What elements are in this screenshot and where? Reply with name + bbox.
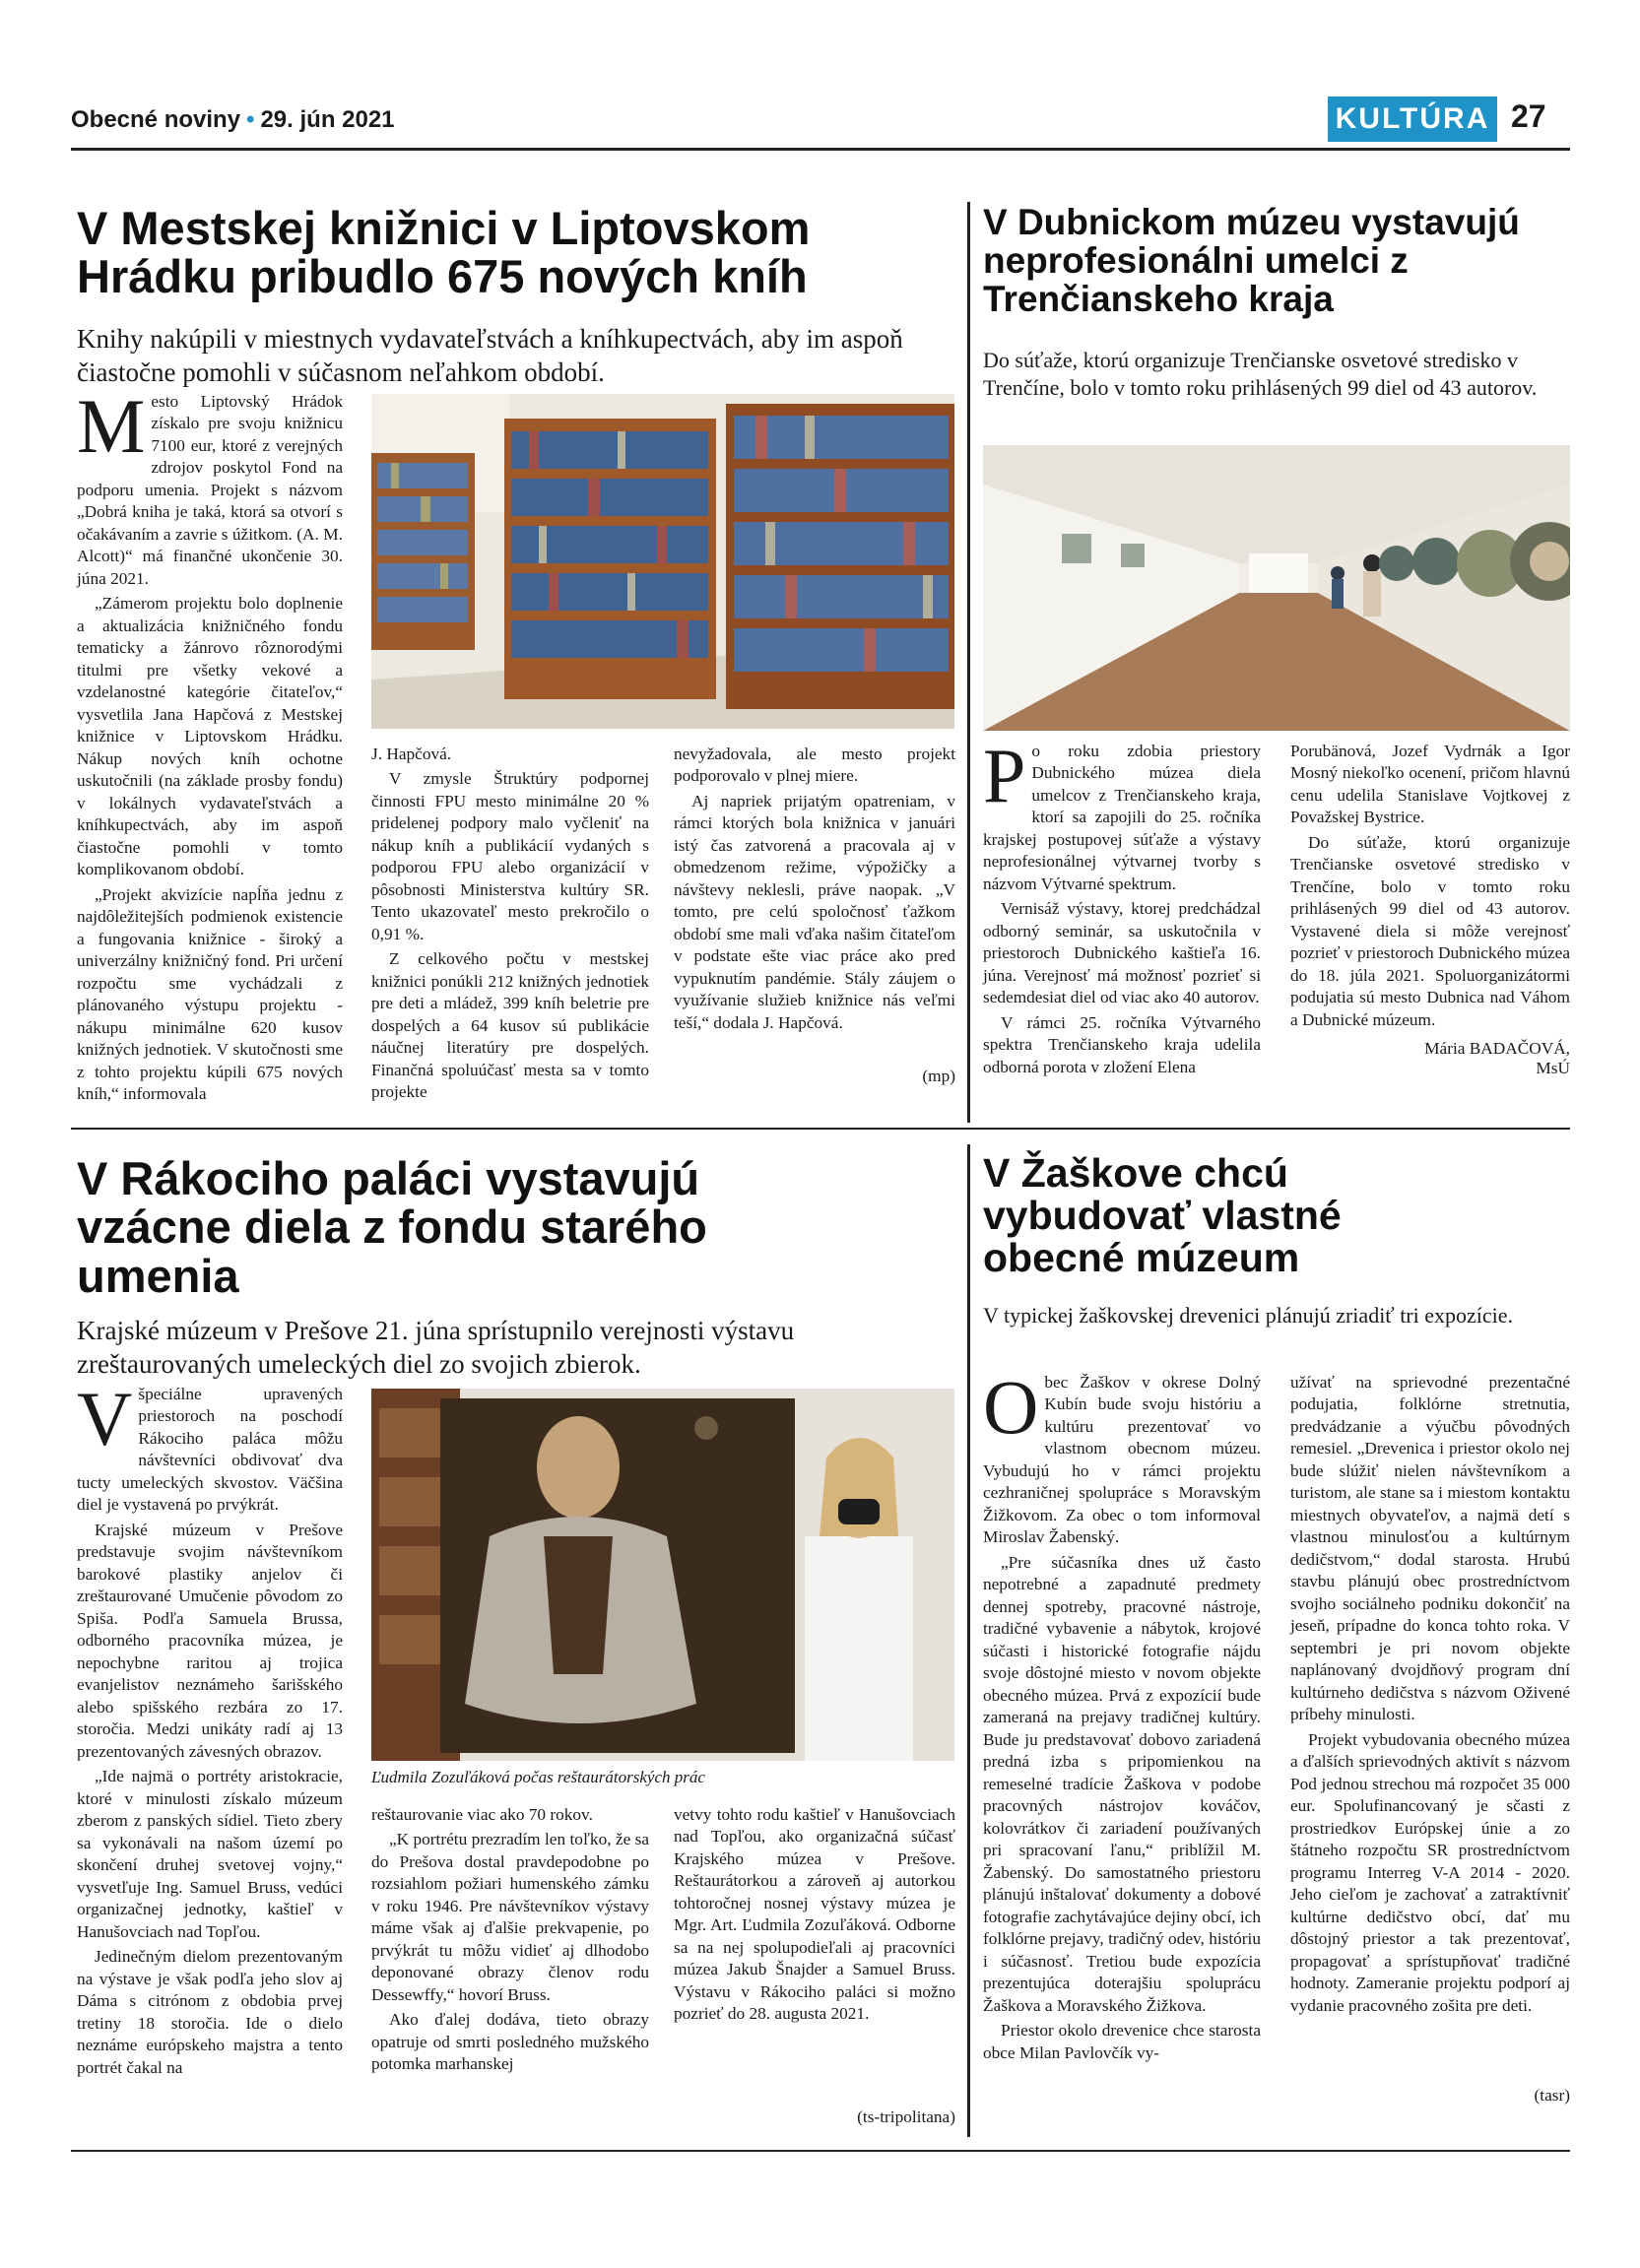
article1-col1 [77, 383, 343, 1108]
paragraph: reštaurovanie viac ako 70 rokov. [371, 1805, 593, 1824]
bottom-rule [71, 2150, 1570, 2152]
paragraph: nevyžadovala, ale mesto projekt podporovalo v plnej miere. [674, 745, 955, 786]
author-name: Mária BADAČOVÁ, [1424, 1039, 1570, 1058]
header-rule [71, 148, 1570, 151]
article3-lead: Krajské múzeum v Prešove 21. júna sprístupnilo verejnosti výstavu zreštaurovaných umeleckých diel zo svojich zbierok. [77, 1316, 795, 1379]
article1-lead: Knihy nakúpili v miestnych vydavateľstvách a kníhkupectvách, aby im aspoň čiastočne pomohli v súčasnom neľahkom období. [77, 324, 903, 387]
column-divider-top [967, 202, 970, 1123]
drop-cap: M [77, 383, 146, 469]
paragraph: „Pre súčasníka dnes už často nepotrebné a zapadnuté predmety dennej spotreby, pracovné nástroje, tradičné vybavenie a nábytok, krojové súčasti i historické fotografie nájdu svoje dôstojné miesto v novom objekte obecného múzea. Prvá z expozícií bude zameraná na prejavy tradičnej kultúry. Bude ju predstavovať dobovo zariadená predná izba s pripomienkou na remeselné tradície Žaškova v podobe pracovných nástrojov kováčov, kolovrátkov či zariadení používaných pri spracovaní ľanu,“ priblížil M. Žabenský. Do samostatného priestoru plánujú inštalovať dokumenty a dobové fotografie zachytávajúce dejiny obcí, ich folklórne prejavy, tradičný odev, históriu i súčasnosť. Tretiou bude expozícia prezentujúca doterajšiu spoluprácu Žaškova a Moravského Žižkova. [983, 1552, 1261, 2015]
article3-col3 [674, 1804, 955, 2090]
paragraph: Aj napriek prijatým opatreniam, v rámci ktorých bola knižnica v januári istý čas zatvorená a pracovala aj v obmedzenom režime, výpožičky a návštevy neklesli, práve naopak. „V tomto, pre celú spoločnosť ťažkom období sme mali vďaka našim čitateľom v podstate ešte viac práce ako pred vypuknutím pandémie. Stály záujem o využívanie služieb knižnice nás veľmi teší,“ dodala J. Hapčová. [674, 791, 955, 1032]
museum-corridor-photo [983, 445, 1570, 731]
paragraph: špeciálne upravených priestoroch na poschodí Rákociho paláca môžu návštevníci obdivovať dva tucty umeleckých skvostov. Väčšina diel je vystavená po prvýkrát. [77, 1385, 343, 1515]
paragraph: Priestor okolo drevenice chce starosta obce Milan Pavlovčík vy- [983, 2021, 1261, 2062]
paragraph: Ako ďalej dodáva, tieto obrazy opatruje od smrti posledného mužského potomka marhanskej [371, 2010, 649, 2074]
paragraph: „Zámerom projektu bolo doplnenie a aktualizácia knižničného fondu tematicky a žánrovo rôznorodými titulmi pre všetky vekové a vzdelanostné kategórie čitateľov,“ vysvetlila Jana Hapčová z Mestskej knižnice v Liptovskom Hrádku. Nákup nových kníh ochotne uskutočnili (na základe prosby fondu) v lokálnych vydavateľstvách a kníhkupectvách, aby im aspoň čiastočne pomohli v tomto komplikovanom období. [77, 594, 343, 879]
paragraph: „Projekt akvizície napĺňa jednu z najdôležitejších podmienok existencie a fungovania knižnice - široký a univerzálny knižničný fond. Pri určení rozpočtu sme vychádzali z plánovaného výstupu projektu - nákupu minimálne 620 kusov knižných jednotiek. V skutočnosti sme z tohto projektu kúpili 675 nových kníh,“ informovala [77, 884, 343, 1104]
paragraph: Vernisáž výstavy, ktorej predchádzal odborný seminár, sa uskutočnila v priestoroch Dubnického kaštieľa 16. júna. Verejnosť má možnosť pozrieť si sedemdesiat diel od viac ako 40 autorov. [983, 899, 1261, 1007]
restoration-photo [371, 1389, 954, 1761]
section-label: KULTÚRA [1328, 97, 1497, 142]
article1-title: V Mestskej knižnici v Liptovskom Hrádku pribudlo 675 nových kníh [77, 202, 811, 303]
column-divider-bottom [967, 1144, 970, 2137]
masthead [71, 106, 395, 134]
paper-name: Obecné noviny [71, 106, 241, 133]
article4-col2 [1290, 1372, 1570, 2086]
paragraph: Projekt vybudovania obecného múzea a ďalších sprievodných aktivít s názvom Pod jednou strechou má rozpočet 35 000 eur. Spolufinancovaný je sčasti z prostriedkov Európskej únie a zo štátneho rozpočtu SR prostredníctvom programu Interreg V-A 2014 - 2020. Jeho cieľom je zachovať a zatraktívniť kultúrne dedičstvo obcí, dať mu dôstojný priestor a tak prezentovať, propagovať a sprístupňovať tradičné hodnoty. Zameranie projektu podporí aj vydanie pracovného zošita pre deti. [1290, 1729, 1570, 2015]
article1-signature: (mp) [922, 1067, 955, 1085]
paragraph: V zmysle Štruktúry podpornej činnosti FPU mesto minimálne 20 % pridelenej podpory malo vyčleniť na nákup kníh a publikácií vydaných s podporou FPU alebo organizácií v pôsobnosti Ministerstva kultúry SR. Tento ukazovateľ mesto prekročilo o 0,91 %. [371, 769, 649, 943]
page-number: 27 [1511, 98, 1546, 134]
paragraph: užívať na sprievodné prezentačné podujatia, folklórne stretnutia, predvádzanie a výučbu pôvodných remesiel. „Drevenica i priestor okolo nej bude slúžiť nielen návštevníkom a turistom, ale stane sa i miestom kontaktu miestnych obyvateľov, a najmä detí s vlastnou minulosťou a kultúrnym dedičstvom,“ dodal starosta. Hrubú stavbu plánujú obec prostredníctvom svojho sociálneho podniku dokončiť na jeseň, prípadne do konca tohto roka. V septembri je pri novom objekte naplánovaný dvojdňový program dní kultúrneho dedičstva s názvom Oživené príbehy minulosti. [1290, 1373, 1570, 1724]
article4-title: V Žaškove chcú vybudovať vlastné obecné múzeum [983, 1150, 1342, 1281]
paragraph: V rámci 25. ročníka Výtvarného spektra Trenčianskeho kraja udelila odborná porota v zložení Elena [983, 1012, 1261, 1076]
photo-caption: Ľudmila Zozuľáková počas reštaurátorských prác [371, 1768, 705, 1786]
separator-dot: • [246, 106, 255, 133]
article3-title: V Rákociho paláci vystavujú vzácne diela z fondu starého umenia [77, 1152, 707, 1302]
drop-cap: P [983, 733, 1026, 818]
article3-col1 [77, 1376, 343, 2137]
paragraph: esto Liptovský Hrádok získalo pre svoju knižnicu 7100 eur, ktoré z verejných zdrojov poskytol Fond na podporu umenia. Projekt s názvom „Dobrá kniha je taká, ktorá sa otvorí s očakávaním a zavrie s úžitkom. (A. M. Alcott)“ má finančné ukončenie 30. júna 2021. [77, 392, 343, 588]
bookshelves-illustration [371, 394, 954, 729]
author-org: MsÚ [1536, 1059, 1570, 1077]
paragraph: Jedinečným dielom prezentovaným na výstave je však podľa jeho slov aj Dáma s citrónom z obdobia prvej tretiny 18 storočia. Ide o dielo neznáme európskeho majstra a tento portrét čakal na [77, 1947, 343, 2077]
paragraph: „Ide najmä o portréty aristokracie, ktoré v minulosti získalo múzeum zberom z panských sídiel. Tieto zbery sa vykonávali na našom území po skončení druhej svetovej vojny,“ vysvetľuje Ing. Samuel Bruss, vedúci organizačnej jednotky, kaštieľ v Hanušovciach nad Topľou. [77, 1767, 343, 1941]
drop-cap: O [983, 1364, 1039, 1450]
paragraph: „K portrétu prezradím len toľko, že sa do Prešova dostal pravdepodobne po rozsiahlom požiari humenského zámku v roku 1946. Pre návštevníkov výstavy máme však aj ďalšie prekvapenie, po prvýkrát tu môžu vidieť aj dlhodobo deponované obrazy členov rodu Dessewffy,“ hovorí Bruss. [371, 1830, 649, 2004]
portrait-restoration-illustration [371, 1389, 954, 1761]
article2-title: V Dubnickom múzeu vystavujú neprofesionálni umelci z Trenčianskeho kraja [983, 202, 1520, 319]
corridor-illustration [983, 445, 1570, 731]
paragraph: Do súťaže, ktorú organizuje Trenčianske osvetové stredisko v Trenčíne, bolo v tomto roku prihlásených 99 diel od 43 autorov. Vystavené diela si môže verejnosť pozrieť v priestoroch Dubnického múzea do 18. júla 2021. Spoluorganizátormi podujatia sú mesto Dubnica nad Váhom a Dubnické múzeum. [1290, 832, 1570, 1029]
article2-signature [1290, 1039, 1570, 1078]
article1-col3 [674, 744, 955, 1059]
paragraph: Krajské múzeum v Prešove predstavuje svojim návštevníkom barokové plastiky anjelov či zreštaurované Umučenie pôvodom zo Spiša. Podľa Samuela Brussa, odborného pracovníka múzea, je nepochybne raritou aj trojica evanjelistov neznámeho šarišského alebo spišského rezbára zo 17. storočia. Medzi unikáty radí aj 13 prezentovaných závesných obrazov. [77, 1520, 343, 1761]
paragraph: Z celkového počtu v mestskej knižnici ponúkli 212 knižných jednotiek pre deti a mládež, 399 kníh beletrie pre dospelých a 64 kusov sú publikácie náučnej literatúry pre dospelých. Finančná spoluúčasť mesta sa v tomto projekte [371, 949, 649, 1102]
article2-lead: Do súťaže, ktorú organizuje Trenčianske osvetové stredisko v Trenčíne, bolo v tomto roku prihlásených 99 diel od 43 autorov. [983, 348, 1538, 400]
article4-lead: V typickej žaškovskej drevenici plánujú zriadiť tri expozície. [983, 1303, 1514, 1328]
paragraph: Porubänová, Jozef Vydrnák a Igor Mosný niekoľko ocenení, pričom hlavnú cenu udelila Stanislave Vojtkovej z Považskej Bystrice. [1290, 742, 1570, 827]
middle-rule [71, 1128, 1570, 1130]
article4-signature: (tasr) [1534, 2086, 1570, 2105]
paragraph: bec Žaškov v okrese Dolný Kubín bude svoju históriu a kultúru prezentovať vo vlastnom obecnom múzeu. Vybudujú ho v rámci projektu cezhraničnej spolupráce s Moravským Žižkovom. Za obec o tom informoval Miroslav Žabenský. [983, 1373, 1261, 1547]
drop-cap: V [77, 1376, 133, 1461]
library-photo [371, 394, 954, 729]
article1-col2 [371, 744, 649, 1108]
paragraph: vetvy tohto rodu kaštieľ v Hanušovciach nad Topľou, ako organizačná súčasť Krajského múzea v Prešove. Reštaurátorkou a zároveň aj autorkou tohtoročnej nosnej výstavy múzea je Mgr. Art. Ľudmila Zozuľáková. Odborne sa na nej spolupodieľali aj pracovníci múzea Jakub Šnajder a Samuel Bruss. Výstavu v Rákociho paláci si možno pozrieť do 28. augusta 2021. [674, 1805, 955, 2024]
paragraph: o roku zdobia priestory Dubnického múzea diela umelcov z Trenčianskeho kraja, ktorí sa zapojili do 25. ročníka krajskej postupovej súťaže a výstavy neprofesionálnej výtvarnej tvorby s názvom Výtvarné spektrum. [983, 742, 1261, 893]
article2-col1 [983, 733, 1261, 1105]
paragraph: J. Hapčová. [371, 745, 452, 763]
article3-col2 [371, 1804, 649, 2139]
article2-col2 [1290, 741, 1570, 1029]
issue-date: 29. jún 2021 [260, 106, 395, 133]
article4-col1 [983, 1364, 1261, 2138]
article3-signature: (ts-tripolitana) [857, 2107, 955, 2126]
